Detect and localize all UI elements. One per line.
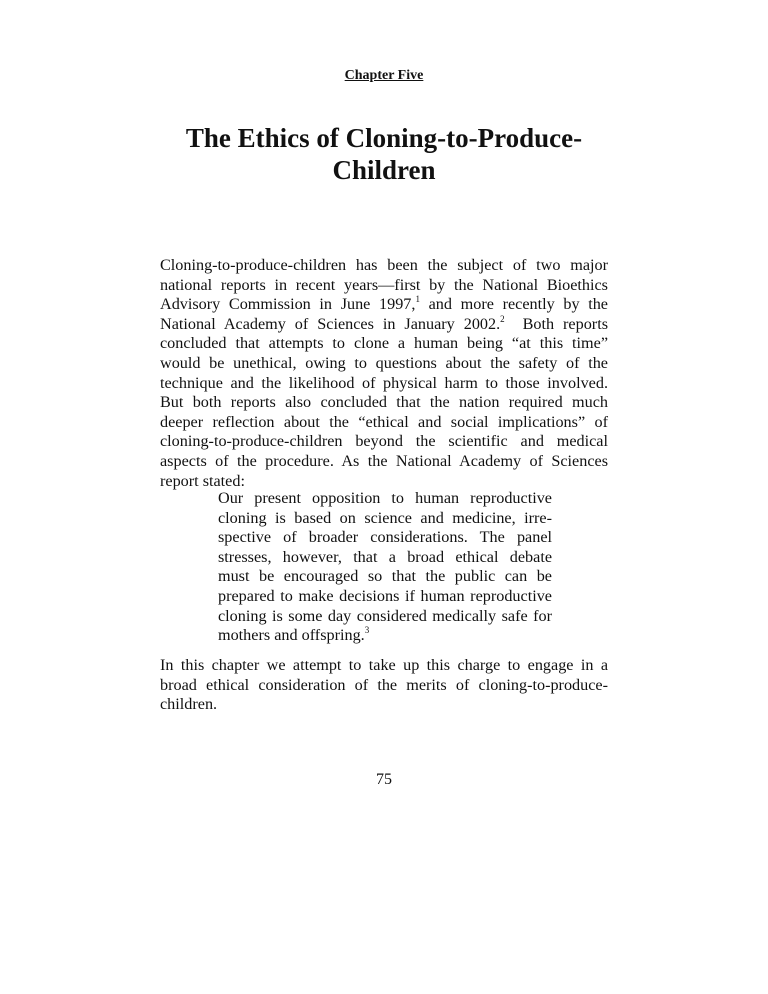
paragraph-intro <box>160 256 608 491</box>
text-segment: National Academy of Sciences in January 2002. <box>160 314 501 333</box>
text-line: cloning is based on science and medicine, irre- <box>218 508 552 527</box>
text-line: Cloning-to-produce-children has been the subject of two major <box>160 256 608 274</box>
text-line: cloning is some day considered medically safe for <box>218 606 552 625</box>
text-line <box>218 626 552 646</box>
footnote-marker[interactable]: 3 <box>364 625 370 636</box>
title-line: The Ethics of Cloning-to-Produce- <box>185 123 583 153</box>
text-line: children. <box>160 695 218 714</box>
text-line: cloning-to-produce-children beyond the scientific and medical <box>160 432 608 451</box>
paragraph-closing <box>160 656 608 715</box>
text-line: In this chapter we attempt to take up this charge to engage in a <box>160 656 608 674</box>
footnote-marker[interactable]: 2 <box>500 313 505 324</box>
text-line: aspects of the procedure. As the National Academy of Sciences <box>160 451 608 470</box>
title-line: Children <box>332 155 436 185</box>
text-line <box>160 295 608 315</box>
page-number: 75 <box>376 771 392 788</box>
text-segment: Advisory Commission in June 1997, <box>160 295 416 314</box>
text-line: deeper reflection about the “ethical and social implications” of <box>160 412 608 431</box>
block-quote <box>218 489 552 646</box>
text-line: must be encouraged so that the public can be <box>218 567 552 586</box>
text-segment: and more recently by the <box>419 295 608 314</box>
chapter-title <box>150 122 618 186</box>
text-line: stresses, however, that a broad ethical debate <box>218 547 552 566</box>
text-segment: Both reports <box>504 314 608 333</box>
text-line: would be unethical, owing to questions about the safety of the <box>160 353 608 372</box>
text-line: broad ethical consideration of the merits of cloning-to-produce- <box>160 675 608 694</box>
text-line <box>160 315 608 335</box>
text-line: prepared to make decisions if human reproductive <box>218 586 552 605</box>
chapter-label: Chapter Five <box>344 68 424 83</box>
text-line: report stated: <box>160 471 245 490</box>
footnote-marker[interactable]: 1 <box>415 294 420 305</box>
text-line: national reports in recent years—first by the National Bioethics <box>160 275 608 294</box>
text-line: technique and the likelihood of physical harm to those involved. <box>160 373 608 392</box>
text-line: spective of broader considerations. The panel <box>218 528 552 547</box>
text-line: concluded that attempts to clone a human being “at this time” <box>160 334 608 353</box>
text-line: But both reports also concluded that the nation required much <box>160 393 608 412</box>
text-line: Our present opposition to human reproductive <box>218 489 552 507</box>
text-segment: mothers and offspring. <box>218 626 365 645</box>
